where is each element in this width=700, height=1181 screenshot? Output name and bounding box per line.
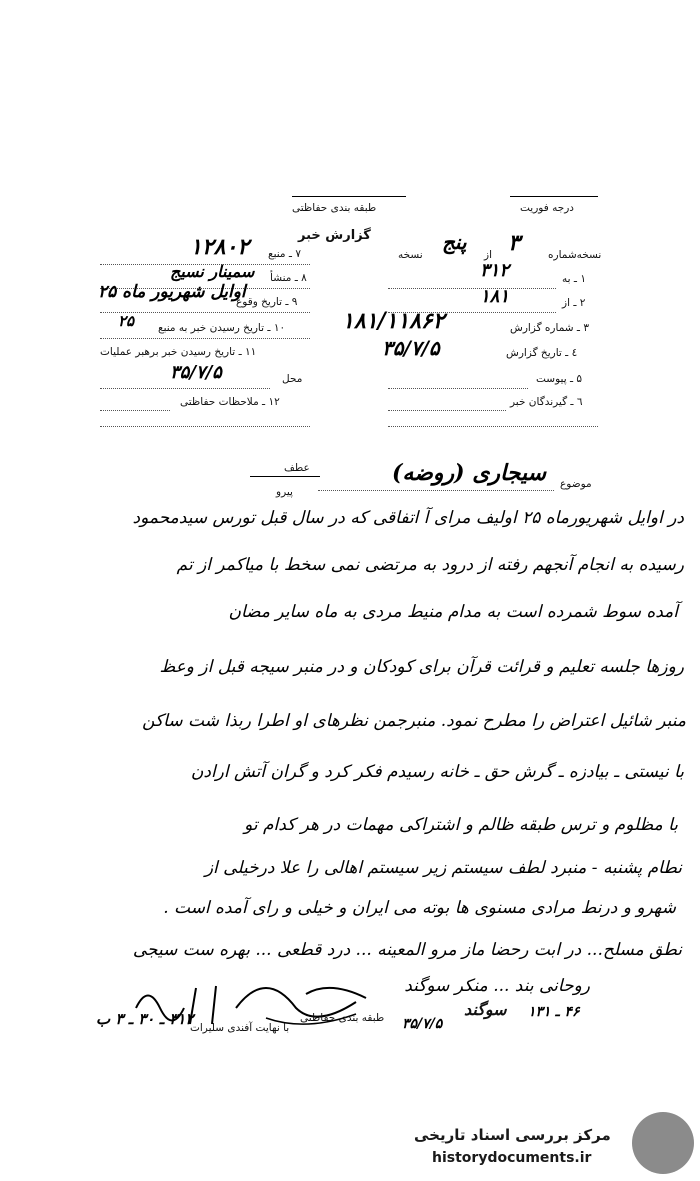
field-value-copy-total: پنج: [442, 230, 467, 254]
field-label-received-leader: ۱۱ ـ تاریخ رسیدن خبر برهبر عملیات: [100, 346, 257, 358]
reference-line: [250, 476, 320, 477]
field-label-to: ۱ ـ به: [562, 273, 586, 285]
field-label-place: محل: [282, 373, 303, 385]
footer-code-a: ۳۱۲ ـ ۳۰ ـ ۳ ب: [96, 1010, 194, 1028]
field-label-from: ۲ ـ از: [562, 297, 586, 309]
footer-date: ۳۵/۷/۵: [402, 1016, 443, 1032]
body-line: در اوایل شهریورماه ۲۵ اولیف مرای آ اتفاقی که در سال قبل تورس سیدمحمود: [132, 508, 684, 528]
field-label-received-source: ۱۰ ـ تاریخ رسیدن خبر به منبع: [158, 322, 286, 334]
field-value-origin: سمینار نسیج: [170, 262, 255, 281]
subject-label: موضوع: [560, 478, 592, 490]
subject-value: سیجاری (روضه): [392, 460, 547, 486]
field-label-report-date: ٤ ـ تاریخ گزارش: [506, 347, 578, 359]
field-dots: [100, 338, 310, 339]
body-line: روزها جلسه تعلیم و قرائت قرآن برای کودکان و در منبر سیجه قبل از وعظ: [159, 657, 684, 677]
field-dots: [388, 426, 598, 427]
footer-classification: طبقه بندی حفاظتی: [300, 1012, 385, 1024]
body-line: روحانی بند ... منکر سوگند: [404, 976, 590, 996]
field-dots: [388, 288, 556, 289]
field-label-origin: ۸ ـ منشأ: [270, 272, 307, 284]
field-label-security-notes: ۱۲ ـ ملاحظات حفاظتی: [180, 396, 280, 408]
reference-label: عطف: [284, 462, 310, 474]
field-value-from: ۱۸۱: [480, 286, 510, 307]
field-label-copy-number: نسخه‌شماره: [548, 249, 602, 261]
field-label-occurrence-date: ۹ ـ تاریخ وقوع: [236, 296, 298, 308]
field-label-source: ۷ ـ منبع: [268, 248, 301, 260]
footer-code-b: ۴۶ ـ ۱۳۱: [528, 1004, 580, 1020]
field-value-copy-number: ۳: [508, 230, 520, 256]
field-label-recipients: ٦ ـ گیرندگان خبر: [510, 396, 583, 408]
body-line: آمده سوط شمرده است به مدام منیط مردی به ماه سایر مضان: [228, 602, 678, 622]
field-value-received-source: ۲۵: [118, 312, 135, 330]
field-value-source: ۱۲۸۰۲: [190, 234, 250, 260]
priority-underline: [510, 196, 598, 197]
field-dots: [100, 426, 310, 427]
field-value-report-number: ۱۸۱/۱۱۸۶۲: [342, 308, 445, 334]
classification-underline: [292, 196, 406, 197]
body-line: شهرو و درنط مرادی مسنوی ها بوته می ایران و خیلی و رای آمده است .: [163, 898, 676, 918]
field-label-attachment: ۵ ـ پیوست: [536, 373, 583, 385]
classification-label: طبقه بندی حفاظتی: [292, 202, 377, 214]
archive-logo-icon: [632, 1112, 694, 1174]
field-copy-suffix: نسخه: [398, 249, 423, 261]
subject-dots: [318, 490, 554, 491]
body-line: منبر شائیل اعتراض را مطرح نمود. منبرجمن نظرهای او اطرا ربذا شت ساکن: [142, 711, 686, 731]
archive-title: مرکز بررسی اسناد تاریخی: [414, 1126, 611, 1144]
footer-signature: سوگند: [464, 1000, 507, 1019]
follow-up-label: پیرو: [276, 486, 293, 498]
field-copy-of: از: [484, 249, 492, 261]
archive-logo: [632, 1112, 694, 1174]
form-title: گزارش خبر: [298, 228, 371, 243]
field-dots: [388, 388, 528, 389]
priority-label: درجه فوریت: [520, 202, 574, 214]
field-label-report-number: ۳ ـ شماره گزارش: [510, 322, 589, 334]
body-line: با نیستی ـ بیادزه ـ گرش حق ـ خانه رسیدم فکر کرد و گران آتش ارادن: [190, 762, 684, 782]
field-value-place: ۳۵/۷/۵: [170, 362, 222, 383]
field-dots: [388, 410, 506, 411]
archive-url[interactable]: historydocuments.ir: [432, 1150, 592, 1166]
body-line: رسیده به انجام آنجهم رفته از درود به مرتضی نمی سخط با میاکمر از تم: [176, 555, 684, 575]
field-dots: [100, 410, 170, 411]
field-value-report-date: ۳۵/۷/۵: [382, 336, 440, 360]
field-dots: [100, 388, 270, 389]
body-line: نطق مسلح... در ابت رحضا ماز مرو المعینه ... درد قطعی ... بهره ست سیجی: [132, 940, 682, 960]
field-value-to: ۳۱۲: [480, 260, 510, 281]
body-line: با مظلوم و ترس طبقه ظالم و اشتراکی مهمات در هر کدام تو: [244, 815, 678, 835]
footer-note: با نهایت آفندی سلیرات: [190, 1022, 290, 1034]
body-line: نطام پشنبه - منبرد لطف سیستم زیر سیستم اهالی را علا درخیلی از: [204, 858, 682, 878]
field-value-occurrence-date: اوایل شهریور ماه ۲۵: [98, 282, 246, 302]
